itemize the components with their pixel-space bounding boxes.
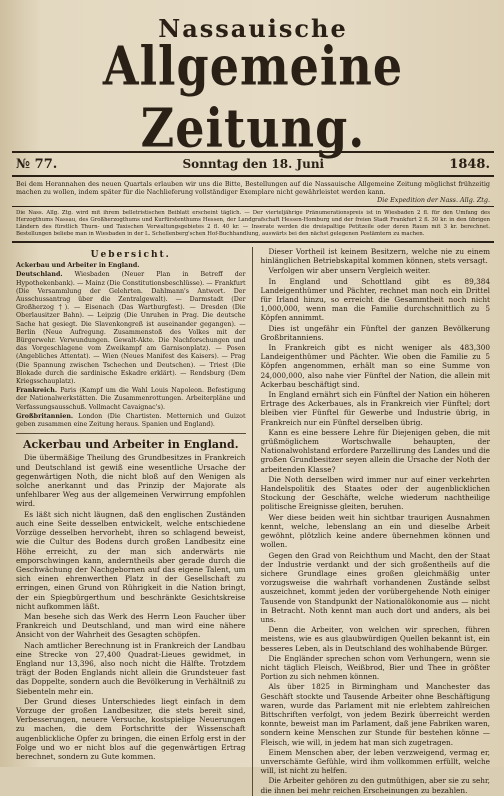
overview-item-head: Großbritannien. xyxy=(16,412,74,420)
right-column xyxy=(261,247,491,796)
notice-signature: Die Expedition der Nass. Allg. Ztg. xyxy=(377,196,490,204)
article-paragraph: Die übermäßige Theilung des Grundbesitzes in Frankreich und Deutschland ist gewiß eine wesentliche Ursache der gegenwärtigen Noth, die nicht bloß auf den Wenigen als solche anerkannt und das Prinzip der Majorate als unfehlbarer Weg aus der allgemeinen Verwirrung empfohlen wird. xyxy=(16,453,246,509)
subscription-terms: Die Nass. Allg. Ztg. wird mit ihrem belletristischen Beiblatt erscheint täglich. — Der vierteljährige Pränumerationspreis ist in Wiesbaden 2 fl. für den Umfang des Herzogthums Nassau, des Großherzogthums und Kurfürstenthums Hessen, der Landgrafschaft Hessen-Homburg und der freien Stadt Frankfurt 2 fl. 30 kr. in den übrigen Ländern des fürstlich Thurn- und Taxischen Verwaltungsgebietes 2 fl. 40 kr. — Inserate werden die dreispaltige Petitzeile oder deren Raum mit 3 kr. berechnet. Bestellungen beliebe man in Wiesbaden in der L. Schellenberg'schen Hof-Buchhandlung, auswärts bei den nächst gelegenen Postämtern zu machen. xyxy=(16,210,490,237)
issue-date: Sonntag den 18. Juni xyxy=(182,157,325,171)
article-paragraph: Die Arbeiter gehören zu den gutmüthigen, aber sie zu sehr, die ihnen bei mehr reichen Erscheinungen zu bezahlen. xyxy=(260,776,490,795)
article-paragraph: Kann es eine bessere Lehre für Diejenigen geben, die mit grüßmöglichem Wortschwalle behaupten, der Nationalwohlstand erfordere Parzellirung des Landes und die großen Grundbesitzer seyen allein die Ursache der Noth der arbeitenden Klasse? xyxy=(260,427,490,474)
article-paragraph: In England und Schottland gibt es 89,384 Landeigenthümer und Pächter, rechnet man noch ein Drittel für Irland hinzu, so erreicht die Gesammtheit noch nicht 1,000,000, wenn man die Familie durchschnittlich zu 5 Köpfen annimmt. xyxy=(260,276,490,323)
article-paragraph: Als über 1825 in Birmingham und Manchester das Geschäft stockte und Tausende Arbeiter ohne Beschäftigung waren, wurde das Parlament mit nie erlebtem zahlreichen Bittschriften verfolgt, von jedem Bezirk überreicht werden konnte, beweist man im Parlament, daß jene Fabriken waren, sondern keine Menschen zur Stunde für bestehen könne — Fleisch, wie will, in jedem hat man sich zugetragen. xyxy=(260,682,490,747)
overview-item-head: Deutschland. xyxy=(16,271,63,279)
masthead-line-1: Nassauische xyxy=(158,14,348,43)
article-title: Ackerbau und Arbeiter in England. xyxy=(22,438,239,452)
article-paragraph: In England ernährt sich ein Fünftel der Nation ein höheren Ertrage des Ackerbaues, als in Frankreich vier Fünftel; dort bleiben vier Fünftel für Gewerbe und Industrie übrig, in Frankreich nur ein Fünftel derselben übrig. xyxy=(260,390,490,427)
article-paragraph: Dies ist ungefähr ein Fünftel der ganzen Bevölkerung Großbritanniens. xyxy=(260,323,490,342)
article-paragraph: Wer diese beiden weit hin sichtbar traurigen Ausnahmen kennt, welche, lebenslang an ein und dieselbe Arbeit gewöhnt, plötzlich keine andere übernehmen können und wollen. xyxy=(260,512,490,550)
overview-item-text: London (Die Chartisten. Metternich und Guizot geben zusammen eine Zeitung heraus. Spanien und England). xyxy=(16,412,246,429)
overview-item xyxy=(16,262,246,270)
overview-item xyxy=(16,271,246,386)
subscription-notice xyxy=(12,177,494,206)
left-column xyxy=(16,247,253,796)
overview-item-text: Wiesbaden (Neuer Plan in Betreff der Hypothekenbank). — Mainz (Die Constitutionsbeschlüsse). — Frankfurt (Die Versammlung der Gelehrten. Dahlmann's Antwort. Der Ausschussantrag über die Zentralgewalt). — Darmstadt (Der Großherzog †). — Eisenach (Das Wartburgfest). — Dresden (Die Oberlausitzer Bahn). — Leipzig (Die Unruhen in Prag. Die deutsche Sache hat gesiegt. Die Slavenkongreß ist auseinander gegangen). — Berlin (Neue Aufregung. Zusammenstoß des Volkes mit der Bürgerwehr. Verwundungen. Gewalt-Akte. Die Nachforschungen und das Vorgeschlagene vom Zweikampf am Garnisonplatz). — Posen (Angebliches Attentat). — Wien (Neues Manifest des Kaisers). — Prag (Die Spannung zwischen Tschechen und Deutschen). — Triest (Die Blokade durch die sardinische Eskadre erklärt). — Rendsburg (Dem Kriegsschauplatz). xyxy=(16,271,246,386)
overview-item xyxy=(16,387,246,412)
masthead-line-2: Allgemeine Zeitung. xyxy=(102,34,404,160)
article-paragraph: Dieser Vortheil ist keinem Besitzern, welche nie zu einem hinlänglichen Betriebskapital kommen können, stets versagt. xyxy=(260,247,490,266)
article-paragraph: Einem Menschen aber, der leben verzweigend, vermag er, unverschämte Gefühle, wird ihm vollkommen erfüllt, welche will, ist nicht zu helfen. xyxy=(260,747,490,776)
article-paragraph: Denn die Arbeiter, von welchen wir sprechen, führen meistens, wie es aus glaubwürdigen Quellen bekannt ist, ein besseres Leben, als in Deutschland des wohlhabende Bürger. xyxy=(260,625,490,653)
article-paragraph: Nach amtlicher Berechnung ist in Frankreich der Landbau eine Strecke von 27,400 Quadrat-Lieues gewidmet, in England nur 13,396, also noch nicht die Hälfte. Trotzdem trägt der Boden Englands nicht allein die Grundsteuer fast das Doppelte, sondern auch die Bevölkerung in Verhältniß zu Siebenteln mehr ein. xyxy=(16,640,246,696)
article-paragraph: Verfolgen wir aber unsern Vergleich weiter. xyxy=(268,266,431,276)
overview-item-text: Paris (Kampf um die Wahl Louis Napoleon. Befestigung der Nationalwerkstätten. Die Zusammenrottungen. Arbeiterpläne und Verfassungsausschuß. Vollmacht Cavaignac's). xyxy=(16,387,246,411)
overview-item-head: Ackerbau und Arbeiter in England. xyxy=(16,262,140,270)
issue-number: № 77. xyxy=(16,157,58,172)
overview-item xyxy=(16,413,246,429)
notice-text: Bei dem Herannahen des neuen Quartals erlauben wir uns die Bitte, Bestellungen auf die Nassauische Allgemeine Zeitung möglichst frühzeitig machen zu wollen, indem später für die Nachlieferung vollständiger Exemplare nicht gewährleistet werden kann. xyxy=(16,180,490,196)
overview-title: Uebersicht. xyxy=(90,250,171,260)
article-paragraph: Man besehe sich das Werk des Herrn Leon Faucher über Frankreich und Deutschland, und man wird eine nähere Ansicht von der Wahrheit des Gesagten schöpfen. xyxy=(16,611,246,640)
columns xyxy=(12,243,494,796)
article-paragraph: Die Noth derselben wird immer nur auf einer verkehrten Handelspolitik des Staates oder der augenblicklichen Stockung der Geschäfte, welche wiederum nachtheilige politische Ereignisse gleiten, beruhen. xyxy=(260,474,490,512)
article-paragraph: Gegen den Grad von Reichthum und Macht, den der Staat der Industrie verdankt und der sich großentheils auf die sichere Grundlage eines großen gleichmäßig unter vorzugsweise die wahrhaft vorhandenen Zustände selbst auszeichnet, kommt jeden der vorübergehende Noth einiger Tausende von Standpunkt der Nationalökonomie aus — nicht in Betracht. Noth kennt man auch dort und anders, als bei uns. xyxy=(260,550,490,624)
issue-year: 1848. xyxy=(449,157,490,172)
section-divider xyxy=(16,433,246,434)
article-paragraph: In Frankreich gibt es nicht weniger als 483,300 Landeigenthümer und Pächter. Wie oben die Familie zu 5 Köpfen angenommen, erhält man so eine Summe von 24,000,000, also nahe vier Fünftel der Nation, die allein mit Ackerbau beschäftigt sind. xyxy=(260,343,490,389)
article-paragraph: Es läßt sich nicht läugnen, daß den englischen Zuständen auch eine Seite desselben entwickelt, welche entschiedene Vorzüge desselben hervorhebt, ihren so schlagend beweist, wie die Cultur des Bodens durch großen Landbesitz eine Höhe erreicht, zu der man sich anderwärts nie emporschwingen kann, anderntheils aber gerade durch die Geschwächung der Nachgebornen auf das eigene Talent, um sich einen ehrenwerthen Platz in der Gesellschaft zu erringen, einen Grund von Rührigkeit in die Nation bringt, der ein Spiegbürgerthum und beschränkte Gesichtskreise nicht aufkommen läßt. xyxy=(16,509,246,611)
overview-list xyxy=(16,262,246,429)
article-paragraph: Die Engländer sprechen schon vom Verhungern, wenn sie nicht täglich Fleisch, Weißbrod, Bier und Thee in größter Portion zu sich nehmen können. xyxy=(260,653,490,682)
overview-item-head: Frankreich. xyxy=(16,387,58,395)
article-paragraph: Der Grund dieses Unterschiedes liegt einfach in dem Vorzuge der großen Landbesitzer, die stets bereit sind, Verbesserungen, neuere Versuche, kostspielige Neuerungen zu machen, die dem Fortschritte der Wissenschaft augenblickliche Opfer zu bringen, die einen Erfolg erst in der Folge und wo er nicht blos auf die gegenwärtigen Ertrag berechnet, sondern zu Gute kommen. xyxy=(16,696,246,761)
